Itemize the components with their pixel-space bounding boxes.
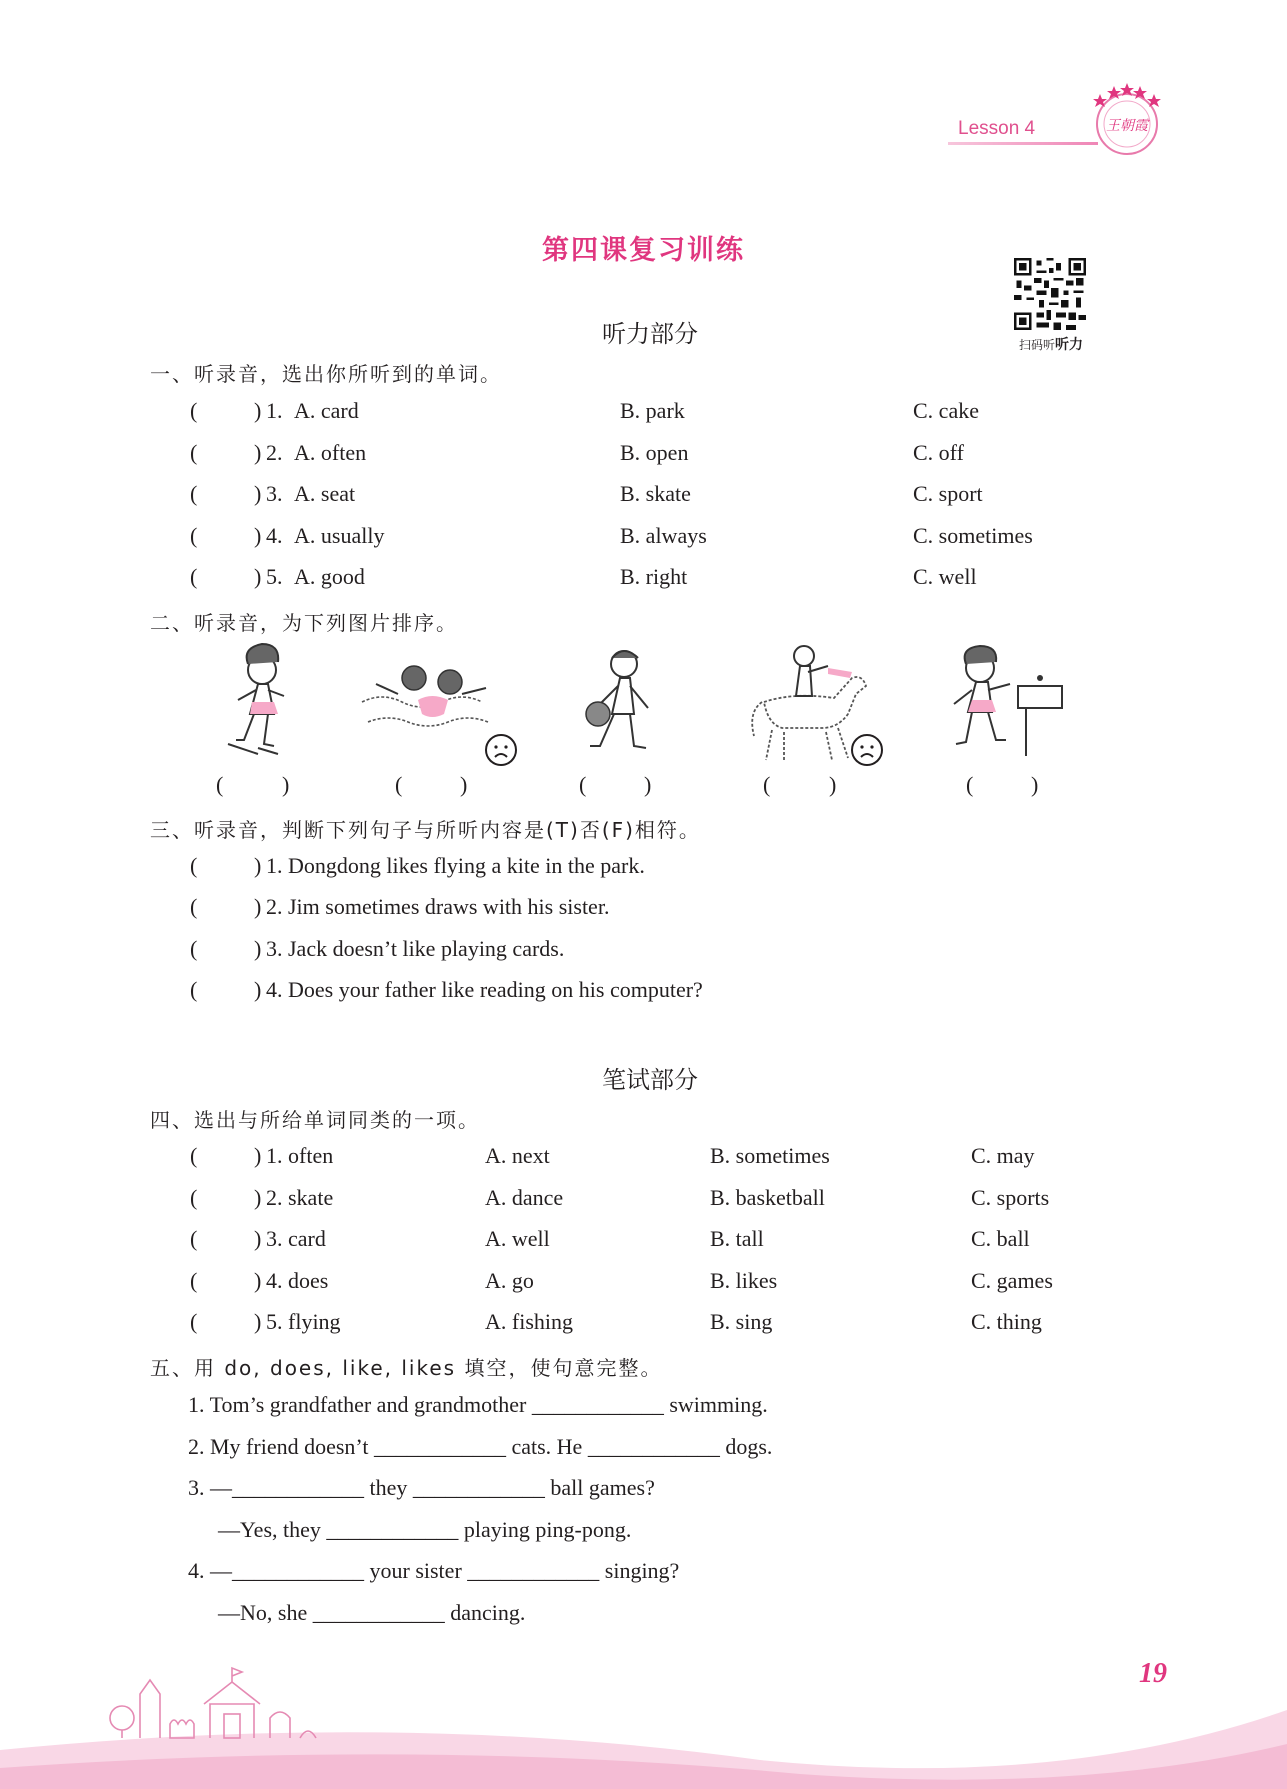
option-a: A. card [294,398,359,423]
castle-doodle-icon [100,1650,360,1740]
list-item: ( ) 2. Jim sometimes draws with his sister. [190,894,610,919]
option-b: B. skate [620,481,691,506]
option-b: B. likes [710,1268,778,1293]
option-a: A. dance [485,1185,564,1210]
fill-line: 2. My friend doesn’t ____________ cats. He ____________ dogs. [188,1434,773,1459]
option-a: A. well [485,1226,550,1251]
list-item: ( ) 4. does A. go B. likes C. games [190,1268,1053,1293]
option-a: A. often [294,440,367,465]
option-b: B. basketball [710,1185,825,1210]
option-c: C. sports [971,1185,1050,1210]
kids-swimming-picture [358,642,498,766]
section4-heading: 四、选出与所给单词同类的一项。 [150,1108,480,1132]
option-c: C. may [971,1143,1035,1168]
sad-face-icon [851,734,883,766]
option-a: A. usually [294,523,385,548]
option-b: B. always [620,523,707,548]
option-a: A. go [485,1268,534,1293]
boy-basketball-picture [568,642,664,766]
option-c: C. sometimes [913,523,1033,548]
publisher-logo-icon [1086,80,1168,158]
option-b: B. open [620,440,689,465]
svg-text:王朝霞: 王朝霞 [1106,118,1148,134]
section5-heading: 五、用 do, does, like, likes 填空，使句意完整。 [150,1356,663,1380]
list-item: ( ) 3. card A. well B. tall C. ball [190,1226,1030,1251]
fill-line: —No, she ____________ dancing. [218,1600,526,1625]
list-item: ( ) 3. A. seat B. skate C. sport [190,481,983,506]
list-item: ( ) 1. A. card B. park C. cake [190,398,979,423]
listening-part-title: 听力部分 [602,320,698,348]
fill-line: 3. —____________ they ____________ ball games? [188,1475,655,1500]
section3-heading: 三、听录音，判断下列句子与所听内容是(T)否(F)相符。 [150,818,701,842]
lesson-label: Lesson 4 [958,118,1036,139]
page-number: 19 [1139,1658,1167,1689]
writing-part-title: 笔试部分 [602,1066,698,1094]
option-a: A. fishing [485,1309,573,1334]
page-title: 第四课复习训练 [542,235,745,266]
girl-skating-picture [218,642,298,766]
option-c: C. thing [971,1309,1042,1334]
option-a: A. good [294,564,365,589]
fill-line: 4. —____________ your sister ____________ singing? [188,1558,680,1583]
list-item: ( ) 4. Does your father like reading on his computer? [190,977,703,1002]
list-item: ( ) 1. Dongdong likes flying a kite in the park. [190,853,645,878]
option-c: C. cake [913,398,979,423]
option-c: C. ball [971,1226,1030,1251]
list-item: ( ) 4. A. usually B. always C. sometimes [190,523,1033,548]
option-b: B. right [620,564,688,589]
girl-ping-pong-picture [942,642,1066,766]
option-c: C. sport [913,481,983,506]
fill-line: —Yes, they ____________ playing ping-pong. [218,1517,632,1542]
list-item: ( ) 2. skate A. dance B. basketball C. sports [190,1185,1050,1210]
header-divider [948,142,1098,145]
section1-heading: 一、听录音，选出你所听到的单词。 [150,362,502,386]
list-item: ( ) 1. often A. next B. sometimes C. may [190,1143,1035,1168]
option-a: A. next [485,1143,550,1168]
section2-heading: 二、听录音，为下列图片排序。 [150,611,458,635]
option-b: B. tall [710,1226,764,1251]
sad-face-icon [485,734,517,766]
qr-caption: 扫码听听力 [1018,337,1083,353]
list-item: ( ) 5. A. good B. right C. well [190,564,977,589]
option-b: B. sometimes [710,1143,830,1168]
option-a: A. seat [294,481,356,506]
option-b: B. sing [710,1309,773,1334]
list-item: ( ) 3. Jack doesn’t like playing cards. [190,936,565,961]
option-c: C. off [913,440,964,465]
fill-line: 1. Tom’s grandfather and grandmother ____________ swimming. [188,1392,768,1417]
option-c: C. well [913,564,977,589]
option-c: C. games [971,1268,1053,1293]
option-b: B. park [620,398,685,423]
list-item: ( ) 5. flying A. fishing B. sing C. thing [190,1309,1042,1334]
list-item: ( ) 2. A. often B. open C. off [190,440,964,465]
